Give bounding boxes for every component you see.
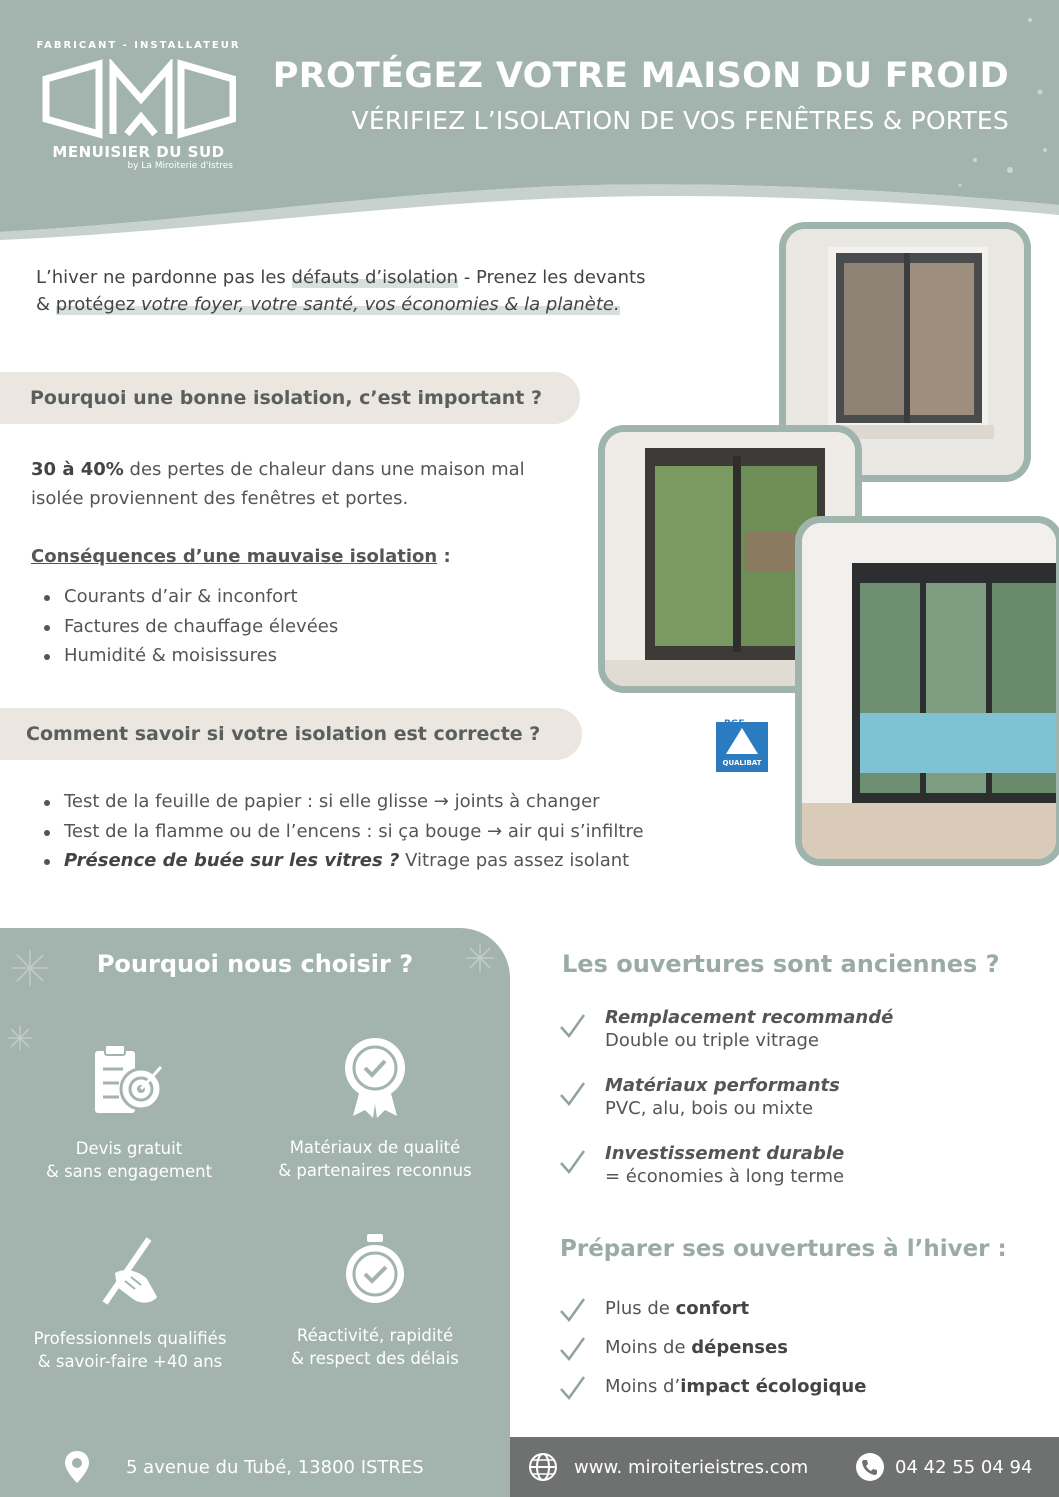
- hand-pen-icon: [95, 1233, 165, 1309]
- list-item: Test de la feuille de papier : si elle glisse → joints à changer: [32, 787, 644, 817]
- footer-phone-text: 04 42 55 04 94: [895, 1456, 1033, 1478]
- award-badge-icon: [343, 1036, 407, 1118]
- footer-contact-bar: [510, 1437, 1059, 1497]
- feature-professionals: [5, 1233, 255, 1373]
- consequences-list: [32, 582, 338, 671]
- stopwatch-icon: [343, 1232, 407, 1306]
- badge-qualibat-text: QUALIBAT: [722, 759, 762, 767]
- phone-icon: [855, 1452, 885, 1482]
- page-subtitle: VÉRIFIEZ L’ISOLATION DE VOS FENÊTRES & PORTES: [351, 106, 1009, 135]
- photo-patio-pool: [795, 516, 1059, 866]
- checkmark-icon: [558, 1012, 586, 1040]
- intro-line-2: & protégez votre foyer, votre santé, vos économies & la planète.: [36, 294, 620, 315]
- location-pin-icon: [62, 1449, 92, 1485]
- footer-phone[interactable]: [855, 1437, 1032, 1497]
- feature-free-quote-line1: Devis gratuit: [75, 1139, 183, 1158]
- intro-line-1: L’hiver ne pardonne pas les défauts d’isolation - Prenez les devants: [36, 267, 646, 288]
- old-item-title: Remplacement recommandé: [605, 1007, 894, 1028]
- intro-highlight: défauts d’isolation: [291, 267, 459, 288]
- checkmark-icon: [558, 1374, 586, 1402]
- footer-website-text: www. miroiterieistres.com: [574, 1456, 809, 1478]
- list-item: Humidité & moisissures: [32, 641, 338, 671]
- footer-website[interactable]: [528, 1437, 808, 1497]
- feature-quality-materials: [250, 1036, 500, 1182]
- consequences-heading: Conséquences d’une mauvaise isolation :: [31, 546, 451, 567]
- logo-mark-icon: [41, 59, 236, 139]
- rge-qualibat-badge: [714, 714, 770, 774]
- page-title: PROTÉGEZ VOTRE MAISON DU FROID: [272, 56, 1009, 96]
- feature-free-quote-line2: & sans engagement: [45, 1162, 213, 1181]
- logo-tagline: FABRICANT - INSTALLATEUR: [36, 40, 241, 51]
- feature-quality-line1: Matériaux de qualité: [289, 1138, 461, 1157]
- feature-reactivity: [250, 1232, 500, 1370]
- list-item: Courants d’air & inconfort: [32, 582, 338, 612]
- list-item: Test de la flamme ou de l’encens : si ça bouge → air qui s’infiltre: [32, 817, 644, 847]
- old-openings-title: Les ouvertures sont anciennes ?: [562, 950, 1000, 978]
- feature-quality-line2: & partenaires reconnus: [278, 1161, 472, 1180]
- footer-address-text: 5 avenue du Tubé, 13800 ISTRES: [126, 1456, 424, 1478]
- patio-pool-image: [802, 523, 1056, 859]
- checkmark-icon: [558, 1296, 586, 1324]
- old-item-title: Matériaux performants: [605, 1075, 840, 1096]
- footer-address-bar: [0, 1437, 510, 1497]
- badge-rge-text: RGE: [724, 719, 745, 729]
- old-item-desc: PVC, alu, bois ou mixte: [605, 1098, 814, 1119]
- logo-brand-by: by La Miroiterie d'Istres: [127, 161, 233, 171]
- prepare-title: Préparer ses ouvertures à l’hiver :: [560, 1236, 1007, 1262]
- checkmark-icon: [558, 1335, 586, 1363]
- checkmark-icon: [558, 1080, 586, 1108]
- feature-free-quote: [4, 1041, 254, 1183]
- stat-value: 30 à 40%: [31, 459, 124, 480]
- page-title-block: [273, 56, 1009, 135]
- section-check-heading: Comment savoir si votre isolation est correcte ?: [0, 708, 582, 760]
- feature-pro-line1: Professionnels qualifiés: [33, 1329, 227, 1348]
- old-item-desc: = économies à long terme: [605, 1166, 845, 1187]
- feature-reactivity-line2: & respect des délais: [291, 1349, 459, 1368]
- brand-logo[interactable]: [36, 40, 241, 195]
- globe-icon: [528, 1452, 558, 1482]
- feature-pro-line2: & savoir-faire +40 ans: [37, 1352, 223, 1371]
- why-choose-us-title: Pourquoi nous choisir ?: [96, 950, 414, 978]
- section-importance-heading: Pourquoi une bonne isolation, c’est important ?: [0, 372, 580, 424]
- logo-brand-name: MENUISIER DU SUD: [52, 143, 225, 161]
- clipboard-target-icon: [89, 1041, 169, 1119]
- why-choose-us-panel: [0, 928, 510, 1438]
- stat-paragraph: 30 à 40% des pertes de chaleur dans une maison mal isolée proviennent des fenêtres et portes.: [31, 459, 525, 509]
- old-item-desc: Double ou triple vitrage: [605, 1030, 819, 1051]
- feature-reactivity-line1: Réactivité, rapidité: [296, 1326, 454, 1345]
- footer-address[interactable]: [62, 1437, 424, 1497]
- old-item-title: Investissement durable: [605, 1143, 845, 1164]
- checkmark-icon: [558, 1148, 586, 1176]
- list-item: Présence de buée sur les vitres ? Vitrage pas assez isolant: [32, 846, 644, 876]
- list-item: Factures de chauffage élevées: [32, 612, 338, 642]
- intro-text: [36, 264, 736, 318]
- tests-list: [32, 787, 644, 876]
